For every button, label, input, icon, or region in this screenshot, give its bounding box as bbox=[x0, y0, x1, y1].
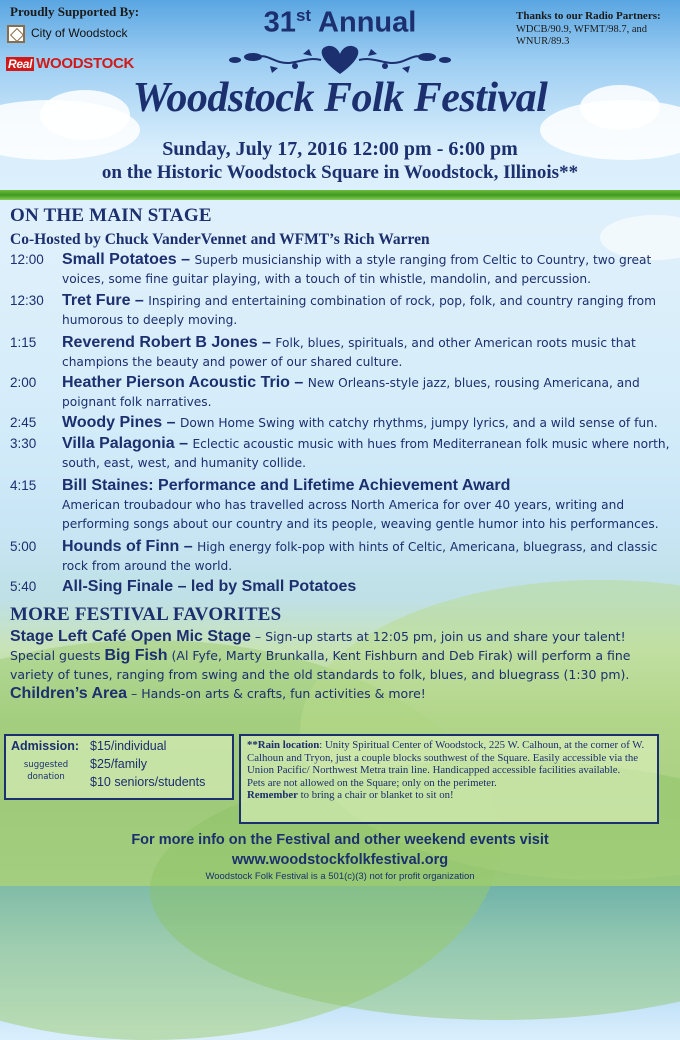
act-description: American troubadour who has travelled across North America for over 40 years, writing and performing songs about our country and its people, weaving gentle humor into his performances. bbox=[62, 498, 659, 531]
act-description: New Orleans-style jazz, blues, rousing Americana, and poignant folk narratives. bbox=[62, 376, 640, 409]
rain-details: : Unity Spiritual Center of Woodstock, 225 W. Calhoun, at the corner of W. Calhoun and Tryon, just a couple blocks southwest of the Square. Easily accessible via the Union Pacific/ Northwest Metra train line. Handicapped accessible facilities available. bbox=[247, 739, 645, 777]
act-dash: – bbox=[289, 374, 308, 391]
act-dash: – bbox=[162, 414, 180, 431]
admission-price: $15/individual bbox=[90, 739, 167, 753]
admission-label: Admission: bbox=[11, 739, 80, 753]
act-dash: – bbox=[257, 334, 276, 351]
sponsors-label: Proudly Supported By: bbox=[10, 4, 140, 19]
annual-heading bbox=[210, 6, 470, 40]
act-time: 12:30 bbox=[10, 293, 44, 308]
admission-suggested: suggested donation bbox=[23, 760, 69, 782]
admission-box bbox=[4, 734, 234, 800]
schedule-row bbox=[10, 476, 675, 534]
annual-number: 31 bbox=[263, 6, 296, 39]
pets-notice: Pets are not allowed on the Square; only on the perimeter. bbox=[247, 776, 497, 789]
annual-suffix: st bbox=[295, 6, 312, 25]
radio-partners bbox=[516, 10, 676, 49]
admission-price: $25/family bbox=[90, 757, 147, 771]
festival-title: Woodstock Folk Festival bbox=[132, 75, 548, 121]
rain-location-box bbox=[239, 734, 659, 824]
act-description: High energy folk-pop with hints of Celtic, Americana, bluegrass, and classic rock from around the world. bbox=[62, 540, 658, 573]
act-dash: – bbox=[174, 435, 193, 452]
footer-url-link[interactable]: www.woodstockfolkfestival.org bbox=[231, 852, 449, 868]
guests-prefix: Special guests bbox=[10, 648, 105, 663]
act-name: All-Sing Finale – led by Small Potatoes bbox=[62, 578, 357, 595]
children-area-name: Children’s Area bbox=[10, 685, 128, 702]
schedule-row bbox=[10, 373, 675, 412]
remember-text: to bring a chair or blanket to sit on! bbox=[297, 789, 454, 802]
schedule-row bbox=[10, 291, 675, 330]
act-name: Small Potatoes bbox=[62, 251, 177, 268]
act-time: 1:15 bbox=[10, 335, 37, 350]
act-dash: – bbox=[179, 538, 198, 555]
event-location: on the Historic Woodstock Square in Woodstock, Illinois** bbox=[101, 162, 579, 183]
act-name: Heather Pierson Acoustic Trio bbox=[62, 374, 290, 391]
schedule-row bbox=[10, 577, 675, 597]
act-name: Reverend Robert B Jones bbox=[62, 334, 258, 351]
guests-name: Big Fish bbox=[104, 647, 168, 664]
admission-price: $10 seniors/students bbox=[90, 775, 206, 789]
favorites-block bbox=[10, 627, 675, 703]
main-stage-heading: ON THE MAIN STAGE bbox=[10, 205, 212, 226]
schedule-row bbox=[10, 537, 675, 576]
divider-band bbox=[0, 190, 680, 200]
radio-partners-label: Thanks to our Radio Partners: bbox=[516, 10, 661, 22]
radio-logo-name: WOODSTOCK bbox=[36, 55, 135, 72]
schedule-row bbox=[10, 333, 675, 372]
act-dash: – bbox=[130, 292, 149, 309]
act-time: 5:40 bbox=[10, 579, 37, 594]
radio-partners-stations: WDCB/90.9, WFMT/98.7, and WNUR/89.3 bbox=[516, 23, 648, 47]
city-logo-icon bbox=[7, 25, 25, 43]
act-name: Hounds of Finn bbox=[62, 538, 180, 555]
remember-label: Remember bbox=[247, 789, 298, 802]
guests-desc: (Al Fyfe, Marty Brunkalla, Kent Fishburn and Deb Firak) will perform a fine variety of tunes, ranging from swing and the old standards to folk, blues, and bluegrass (1:30 pm). bbox=[10, 648, 631, 682]
rain-label: **Rain location bbox=[247, 739, 320, 751]
footer-note: Woodstock Folk Festival is a 501(c)(3) not for profit organization bbox=[205, 871, 475, 882]
act-description: Eclectic acoustic music with hues from Mediterranean folk music where north, south, east, west, and humanity collide. bbox=[62, 437, 670, 470]
event-date: Sunday, July 17, 2016 12:00 pm - 6:00 pm bbox=[162, 138, 518, 160]
stage-left-desc: – Sign-up starts at 12:05 pm, join us and share your talent! bbox=[250, 629, 626, 644]
city-sponsor-name: City of Woodstock bbox=[31, 26, 128, 40]
annual-word: Annual bbox=[318, 6, 417, 39]
act-name: Villa Palagonia bbox=[62, 435, 175, 452]
act-name: Tret Fure bbox=[62, 292, 131, 309]
act-time: 2:45 bbox=[10, 415, 37, 430]
act-time: 3:30 bbox=[10, 436, 37, 451]
radio-sponsor-logo bbox=[6, 55, 134, 72]
act-dash: – bbox=[176, 251, 195, 268]
favorites-heading: MORE FESTIVAL FAVORITES bbox=[10, 604, 282, 625]
act-description: Inspiring and entertaining combination of rock, pop, folk, and country ranging from humorous to deeply moving. bbox=[62, 294, 656, 327]
act-description: Down Home Swing with catchy rhythms, jumpy lyrics, and a wild sense of fun. bbox=[179, 416, 658, 430]
heart-ornament-icon bbox=[225, 42, 455, 78]
footer-info: For more info on the Festival and other weekend events visit bbox=[131, 832, 549, 848]
schedule-row bbox=[10, 413, 675, 433]
act-time: 2:00 bbox=[10, 375, 37, 390]
act-name: Woody Pines bbox=[62, 414, 163, 431]
act-name: Bill Staines: Performance and Lifetime Achievement Award bbox=[62, 477, 511, 494]
stage-left-name: Stage Left Café Open Mic Stage bbox=[10, 628, 251, 645]
rain-location-text bbox=[247, 739, 655, 802]
act-time: 5:00 bbox=[10, 539, 37, 554]
act-description: Superb musicianship with a style ranging from Celtic to Country, two great voices, some fine guitar playing, with a touch of tin whistle, mandolin, and percussion. bbox=[62, 253, 652, 286]
radio-logo-prefix: Real bbox=[8, 57, 33, 71]
schedule-row bbox=[10, 434, 675, 473]
act-time: 4:15 bbox=[10, 478, 37, 493]
schedule-row bbox=[10, 250, 675, 289]
children-area-desc: – Hands-on arts & crafts, fun activities & more! bbox=[127, 686, 426, 701]
act-description: Folk, blues, spirituals, and other American roots music that champions the beauty and power of our shared culture. bbox=[62, 336, 636, 369]
act-time: 12:00 bbox=[10, 252, 44, 267]
cohosts-line: Co-Hosted by Chuck VanderVennet and WFMT’s Rich Warren bbox=[10, 231, 430, 248]
